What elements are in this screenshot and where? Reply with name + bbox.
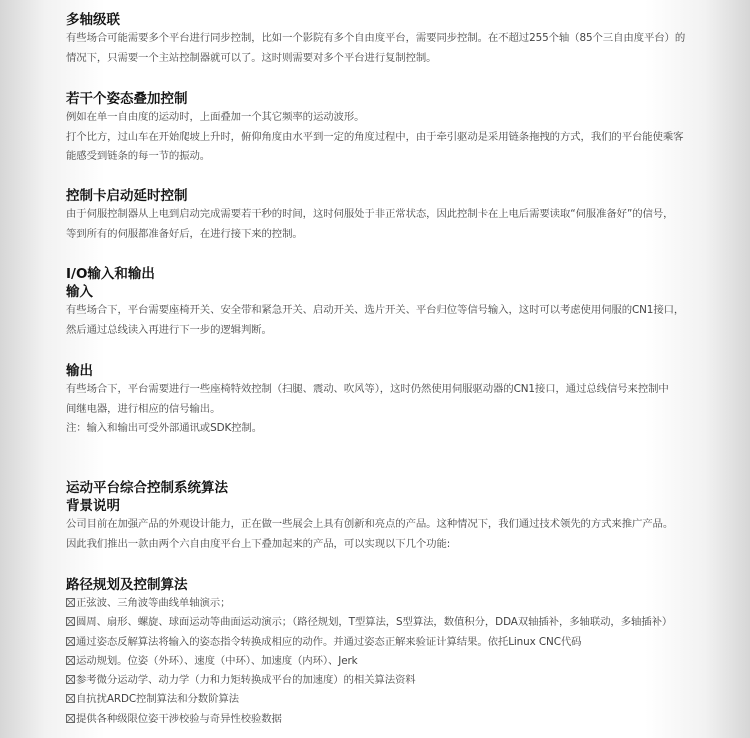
subsection-title-input: 输入 bbox=[66, 284, 93, 300]
checkbox-icon bbox=[66, 714, 75, 723]
section-title: 多轴级联 bbox=[66, 12, 120, 28]
checkbox-icon bbox=[66, 675, 75, 684]
paragraph-line: 间继电器，进行相应的信号输出。 bbox=[66, 402, 221, 415]
paragraph-line: 情况下，只需要一个主站控制器就可以了。这时则需要对多个平台进行复制控制。 bbox=[66, 51, 437, 64]
paragraph-line: 等到所有的伺服都准备好后，在进行接下来的控制。 bbox=[66, 227, 303, 240]
section-title: 路径规划及控制算法 bbox=[66, 577, 188, 593]
checkbox-icon bbox=[66, 694, 75, 703]
checkbox-icon bbox=[66, 637, 75, 646]
section-startup-delay bbox=[66, 187, 726, 244]
paragraph-line: 打个比方，过山车在开始爬坡上升时，俯仰角度由水平到一定的角度过程中，由于牵引驱动是采用链条拖拽的方式，我们的平台能使乘客 bbox=[66, 130, 684, 143]
section-title: 若干个姿态叠加控制 bbox=[66, 91, 188, 107]
section-output bbox=[66, 362, 726, 439]
section-title: 控制卡启动延时控制 bbox=[66, 188, 188, 204]
section-io bbox=[66, 265, 726, 340]
paragraph-line: 然后通过总线读入再进行下一步的逻辑判断。 bbox=[66, 323, 272, 336]
section-overlay-control bbox=[66, 90, 726, 167]
section-algorithm bbox=[66, 479, 726, 554]
section-title: 运动平台综合控制系统算法 bbox=[66, 480, 228, 496]
list-item: 提供各种级限位姿干涉校验与奇异性校验数据 bbox=[66, 710, 726, 729]
section-title: I/O输入和输出 bbox=[66, 266, 155, 282]
list-item: 自抗扰ARDC控制算法和分数阶算法 bbox=[66, 690, 726, 709]
paragraph-line: 因此我们推出一款由两个六自由度平台上下叠加起来的产品，可以实现以下几个功能: bbox=[66, 537, 451, 550]
checkbox-icon bbox=[66, 617, 75, 626]
paragraph-line: 能感受到链条的每一节的振动。 bbox=[66, 150, 211, 162]
section-path-planning bbox=[66, 576, 726, 729]
list-item: 圆周、扇形、螺旋、球面运动等曲面运动演示；（路径规划，T型算法，S型算法，数值积分，DDA双轴插补，多轴联动，多轴插补） bbox=[66, 613, 726, 632]
checkbox-icon bbox=[66, 598, 75, 607]
paragraph-line: 例如在单一自由度的运动时，上面叠加一个其它频率的运动波形。 bbox=[66, 111, 365, 123]
list-item: 通过姿态反解算法将输入的姿态指令转换成相应的动作。并通过姿态正解来验证计算结果。依托Linux CNC代码 bbox=[66, 633, 726, 652]
paragraph-line: 有些场合可能需要多个平台进行同步控制，比如一个影院有多个自由度平台，需要同步控制。在不超过255个轴（85个三自由度平台）的 bbox=[66, 32, 686, 44]
paragraph-line: 公司目前在加强产品的外观设计能力，正在做一些展会上具有创新和亮点的产品。这种情况下，我们通过技术领先的方式来推广产品。 bbox=[66, 518, 674, 530]
list-item: 运动规划。位姿（外环）、速度（中环）、加速度（内环）、Jerk bbox=[66, 652, 726, 671]
paragraph-line: 有些场合下，平台需要进行一些座椅特效控制（扫腿、震动、吹风等），这时仍然使用伺服驱动器的CN1接口，通过总线信号来控制中 bbox=[66, 383, 669, 395]
note-line: 注：输入和输出可受外部通讯或SDK控制。 bbox=[66, 422, 263, 434]
paragraph-line: 有些场合下，平台需要座椅开关、安全带和紧急开关、启动开关、选片开关、平台归位等信号输入，这时可以考虑使用伺服的CN1接口， bbox=[66, 304, 685, 316]
checkbox-icon bbox=[66, 656, 75, 665]
subsection-title-output: 输出 bbox=[66, 363, 93, 379]
section-multi-axis bbox=[66, 11, 726, 68]
paragraph-line: 由于伺服控制器从上电到启动完成需要若干秒的时间，这时伺服处于非正常状态，因此控制卡在上电后需要读取“伺服准备好”的信号， bbox=[66, 208, 674, 220]
list-item: 参考微分运动学、动力学（力和力矩转换成平台的加速度）的相关算法资料 bbox=[66, 671, 726, 690]
list-item: 正弦波、三角波等曲线单轴演示； bbox=[66, 594, 726, 613]
subsection-title-background: 背景说明 bbox=[66, 498, 120, 514]
